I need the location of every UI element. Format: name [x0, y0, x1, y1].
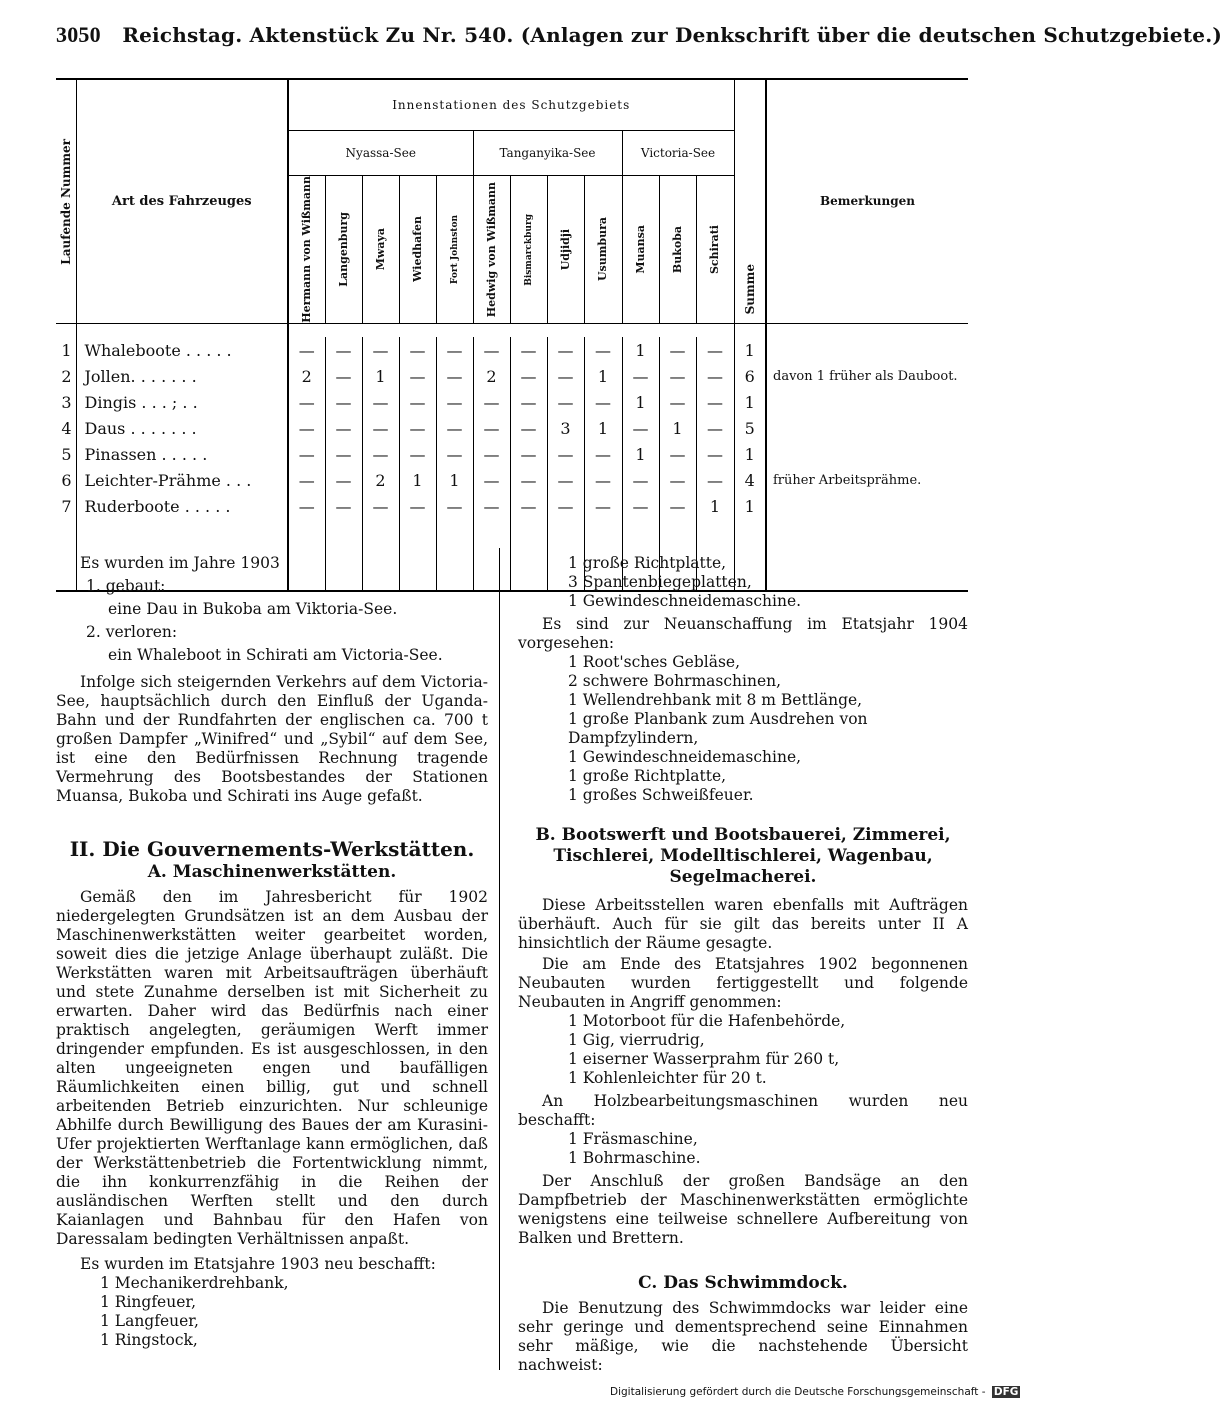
list-item: 1 große Richtplatte, — [568, 554, 727, 572]
list-item: 1 großes Schweißfeuer. — [568, 786, 754, 804]
list-item: 1 Ringstock, — [100, 1331, 198, 1349]
station-header: Muansa — [622, 176, 659, 324]
station-header: Usumbura — [584, 176, 622, 324]
right-column — [518, 554, 968, 1375]
list-item: 1 Mechanikerdrehbank, — [100, 1274, 289, 1292]
header-title: Reichstag. Aktenstück Zu Nr. 540. (Anlagen zur Denkschrift über die deutschen Schutzgebiete.) — [122, 23, 1222, 47]
list-item: 1 Ringfeuer, — [100, 1293, 197, 1311]
paragraph: Diese Arbeitsstellen waren ebenfalls mit Aufträgen überhäuft. Auch für sie gilt das bereits unter II A hinsichtlich der Räume gesagte. — [518, 896, 968, 952]
list-item: 3 Spantenbiegeplatten, — [568, 573, 752, 591]
subsection-heading: B. Bootswerft und Bootsbauerei, Zimmerei, Tischlerei, Modelltischlerei, Wagenbau, Segelmacherei. — [535, 825, 951, 887]
paragraph: An Holzbearbeitungsmaschinen wurden neu beschafft: — [518, 1092, 968, 1129]
paragraph: Es wurden im Etatsjahre 1903 neu beschafft: — [80, 1255, 436, 1273]
header-laufende-nummer: Laufende Nummer — [56, 79, 76, 323]
dfg-logo: DFG — [993, 1386, 1019, 1398]
list-item: 1 Kohlenleichter für 20 t. — [568, 1069, 767, 1087]
list-item: 2 schwere Bohrmaschinen, — [568, 672, 782, 690]
list-item: 1 Wellendrehbank mit 8 m Bettlänge, — [568, 691, 863, 709]
list-item: 1 Gig, vierrudrig, — [568, 1031, 705, 1049]
table-row: 3 Dingis . . . ; . . — — — — — — — — — 1 — — 1 — [56, 389, 968, 415]
table-row: 4 Daus . . . . . . . — — — — — — — 3 1 — 1 — 5 — [56, 415, 968, 441]
header-innenstationen: Innenstationen des Schutzgebiets — [288, 79, 734, 131]
list-item: 2. verloren: — [86, 623, 178, 641]
station-header: Langenburg — [325, 176, 362, 324]
header-bemerkungen: Bemerkungen — [766, 79, 968, 323]
list-item: eine Dau in Bukoba am Viktoria-See. — [108, 600, 398, 618]
station-header: Schirati — [696, 176, 734, 324]
list-item: 1 Gewindeschneidemaschine. — [568, 592, 802, 610]
vessel-table — [56, 78, 968, 592]
station-header: Hedwig von Wißmann — [473, 176, 510, 324]
paragraph: Der Anschluß der großen Bandsäge an den Dampfbetrieb der Maschinenwerkstätten ermöglichte wenigstens eine teilweise schnellere Aufbereitung von Balken und Brettern. — [518, 1172, 968, 1247]
group-tanganyika: Tanganyika-See — [473, 131, 622, 176]
list-item: 1 Fräsmaschine, — [568, 1130, 698, 1148]
station-header: Mwaya — [362, 176, 399, 324]
footer — [610, 1386, 1020, 1398]
station-header: Bukoba — [659, 176, 696, 324]
list-item: 1 Langfeuer, — [100, 1312, 199, 1330]
paragraph: Die Benutzung des Schwimmdocks war leider eine sehr geringe und dementsprechend seine Einnahmen sehr mäßige, wie die nachstehende Übersicht nachweist: — [518, 1299, 968, 1374]
list-item: 1 eiserner Wasserprahm für 260 t, — [568, 1050, 840, 1068]
table-body — [56, 323, 968, 591]
list-item: 1 Gewindeschneidemaschine, — [568, 748, 802, 766]
column-divider — [499, 548, 500, 1370]
table-row: 5 Pinassen . . . . . — — — — — — — — — 1 — — 1 — [56, 441, 968, 467]
list-item: 1 Motorboot für die Hafenbehörde, — [568, 1012, 846, 1030]
page-header — [56, 22, 1222, 48]
list-item: 1 Bohrmaschine. — [568, 1149, 701, 1167]
paragraph: Infolge sich steigernden Verkehrs auf dem Victoria-See, hauptsächlich durch den Einfluß der Uganda-Bahn und der Rundfahrten der englischen ca. 700 t großen Dampfer „Winifred“ und „Sybil“ auf dem See, ist eine den Bedürfnissen Rechnung tragende Vermehrung des Bootsbestandes der Stationen Muansa, Bukoba und Schirati ins Auge gefaßt. — [56, 673, 488, 805]
footer-text: Digitalisierung gefördert durch die Deutsche Forschungsgemeinschaft - — [610, 1386, 986, 1398]
header-art: Art des Fahrzeuges — [76, 79, 288, 323]
station-header: Hermann von Wißmann — [288, 176, 325, 324]
table-row: 1 Whaleboote . . . . . — — — — — — — — — 1 — — 1 — [56, 337, 968, 363]
page-number: 3050 — [56, 22, 101, 47]
header-summe: Summe — [734, 79, 766, 323]
paragraph: Die am Ende des Etatsjahres 1902 begonnenen Neubauten wurden fertiggestellt und folgende Neubauten in Angriff genommen: — [518, 955, 968, 1011]
subsection-heading: A. Maschinenwerkstätten. — [147, 862, 397, 882]
group-nyassa: Nyassa-See — [288, 131, 473, 176]
left-column — [56, 554, 488, 1350]
group-victoria: Victoria-See — [622, 131, 734, 176]
list-item: 1. gebaut: — [86, 577, 166, 595]
table-row: 6 Leichter-Prähme . . . — — 2 1 1 — — — — — — — 4 früher Arbeitsprähme. — [56, 467, 968, 493]
list-item: ein Whaleboot in Schirati am Victoria-See. — [108, 646, 443, 664]
list-item: 1 große Planbank zum Ausdrehen von Dampfzylindern, — [568, 710, 868, 747]
section-heading: II. Die Gouvernements-Werkstätten. — [69, 837, 475, 861]
station-header: Udjidji — [547, 176, 584, 324]
paragraph: Es wurden im Jahre 1903 — [80, 554, 280, 572]
station-header: Wiedhafen — [399, 176, 436, 324]
table-row: 7 Ruderboote . . . . . — — — — — — — — — — — 1 1 — [56, 493, 968, 519]
table-row: 2 Jollen. . . . . . . 2 — 1 — — 2 — — 1 — — — 6 davon 1 früher als Dauboot. — [56, 363, 968, 389]
station-header: Fort Johnston — [436, 176, 473, 324]
station-header: Bismarckburg — [510, 176, 547, 324]
subsection-heading: C. Das Schwimmdock. — [638, 1273, 848, 1293]
paragraph: Es sind zur Neuanschaffung im Etatsjahr 1904 vorgesehen: — [518, 615, 968, 652]
list-item: 1 Root'sches Gebläse, — [568, 653, 741, 671]
list-item: 1 große Richtplatte, — [568, 767, 727, 785]
paragraph: Gemäß den im Jahresbericht für 1902 niedergelegten Grundsätzen ist an dem Ausbau der Maschinenwerkstätten weiter gearbeitet worden, soweit dies die jetzige Anlage überhaupt zuläßt. Die Werkstätten waren mit Arbeitsaufträgen überhäuft und stete Zunahme derselben ist mit Sicherheit zu erwarten. Daher wird das Bedürfnis nach einer praktisch angelegten, geräumigen Werft immer dringender empfunden. Es ist ausgeschlossen, in den alten ungeeigneten engen und baufälligen Räumlichkeiten einen billig, gut und schnell arbeitenden Betrieb einzurichten. Nur schleunige Abhilfe durch Bewilligung des Baues der am Kurasini-Ufer projektierten Werftanlage kann ermöglichen, daß der Werkstättenbetrieb die Fortentwicklung nimmt, die ihn konkurrenzfähig in die Reihen der ausländischen Werften stellt und den durch Kaianlagen und Bahnbau für den Hafen von Daressalam bedingten Verhältnissen anpaßt. — [56, 888, 488, 1248]
